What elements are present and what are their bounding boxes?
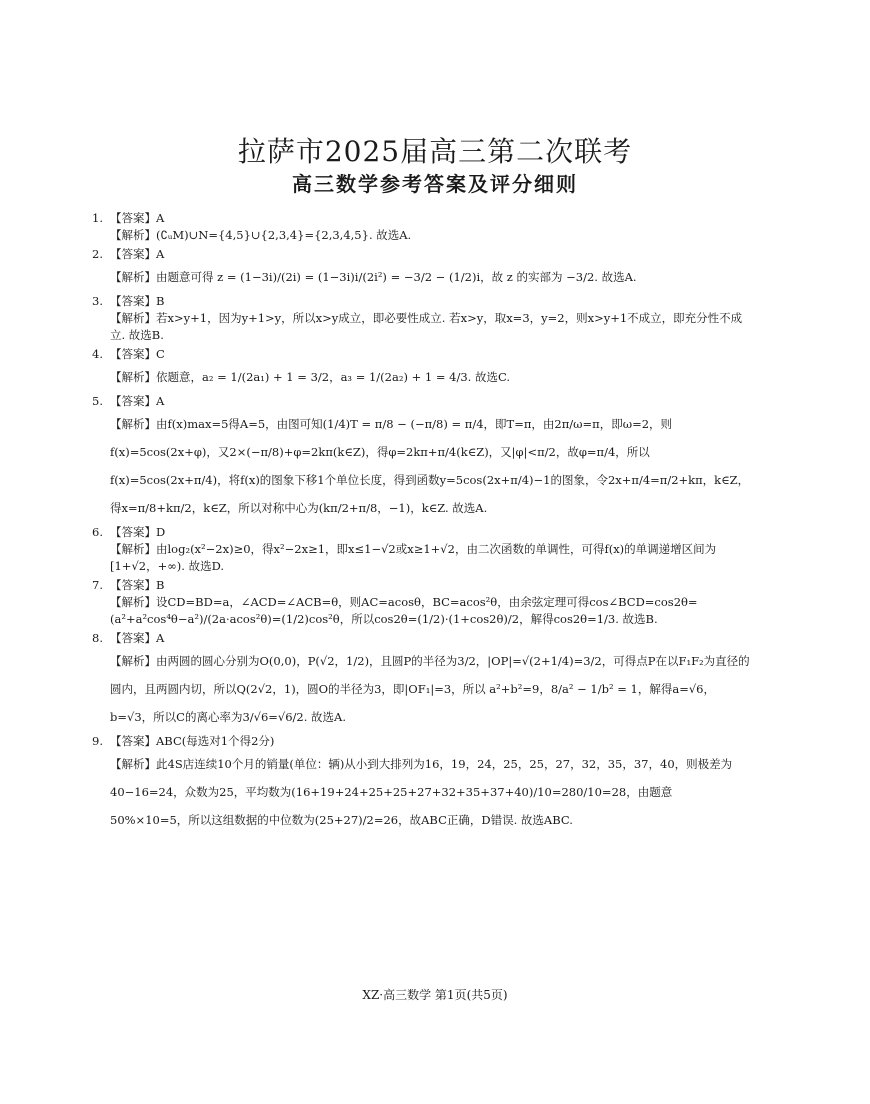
- question-analysis: 【解析】由两圆的圆心分别为O(0,0)，P(√2，1/2)，且圆P的半径为3/2，|OP|=√(2+1/4)=3/2，可得点P在以F₁F₂为直径的圆内，且两圆内切，所以Q(2√2，1)，圆O的半径为3，即|OF₁|=3，所以 a²+b²=9，8/a² − 1/b² = 1，解得a=√6，b=√3，所以C的离心率为3/√6=√6/2. 故选A.: [110, 654, 750, 724]
- question-number: 5.: [92, 394, 103, 408]
- question-answer: 【答案】B: [110, 578, 165, 592]
- question-number: 6.: [92, 525, 103, 539]
- answer-list: [92, 210, 750, 836]
- page-title: 拉萨市2025届高三第二次联考: [237, 135, 633, 168]
- question-analysis: 【解析】由题意可得 z = (1−3i)/(2i) = (1−3i)i/(2i²) = −3/2 − (1/2)i，故 z 的实部为 −3/2. 故选A.: [110, 270, 637, 284]
- question-number: 1.: [92, 211, 103, 225]
- page-subtitle: 高三数学参考答案及评分细则: [292, 172, 578, 196]
- question-item: [92, 524, 750, 575]
- question-answer: 【答案】ABC(每选对1个得2分): [110, 734, 275, 748]
- question-answer: 【答案】C: [110, 347, 165, 361]
- question-analysis: 【解析】由f(x)max=5得A=5，由图可知(1/4)T = π/8 − (−π/8) = π/4，即T=π，由2π/ω=π，即ω=2，则f(x)=5cos(2x+φ)，又2×(−π/8)+φ=2kπ(k∈Z)，得φ=2kπ+π/4(k∈Z)，又|φ|<π/2，故φ=π/4，所以f(x)=5cos(2x+π/4)，将f(x)的图象下移1个单位长度，得到函数y=5cos(2x+π/4)−1的图象，令2x+π/4=π/2+kπ，k∈Z，得x=π/8+kπ/2，k∈Z，所以对称中心为(kπ/2+π/8，−1)，k∈Z. 故选A.: [110, 417, 750, 515]
- question-item: [92, 246, 750, 291]
- question-analysis: 【解析】设CD=BD=a，∠ACD=∠ACB=θ，则AC=acosθ，BC=acos²θ，由余弦定理可得cos∠BCD=cos2θ=(a²+a²cos⁴θ−a²)/(2a·acos²θ)=(1/2)cos²θ，所以cos2θ=(1/2)·(1+cos2θ)/2，解得cos2θ=1/3. 故选B.: [110, 595, 698, 626]
- question-item: [92, 733, 750, 834]
- question-item: [92, 630, 750, 731]
- question-number: 2.: [92, 247, 103, 261]
- question-item: [92, 577, 750, 628]
- question-item: [92, 393, 750, 522]
- question-answer: 【答案】A: [110, 211, 165, 225]
- question-analysis: 【解析】由log₂(x²−2x)≥0，得x²−2x≥1，即x≤1−√2或x≥1+√2，由二次函数的单调性，可得f(x)的单调递增区间为[1+√2，+∞). 故选D.: [110, 542, 717, 573]
- page-footer: XZ·高三数学 第1页(共5页): [362, 988, 508, 1002]
- question-number: 9.: [92, 734, 103, 748]
- question-answer: 【答案】D: [110, 525, 166, 539]
- question-answer: 【答案】A: [110, 247, 165, 261]
- question-analysis: 【解析】若x>y+1，因为y+1>y，所以x>y成立，即必要性成立. 若x>y，取x=3，y=2，则x>y+1不成立，即充分性不成立. 故选B.: [110, 311, 743, 342]
- question-analysis: 【解析】(∁ᵤM)∪N={4,5}∪{2,3,4}={2,3,4,5}. 故选A.: [110, 228, 412, 242]
- question-item: [92, 210, 750, 244]
- question-answer: 【答案】A: [110, 394, 165, 408]
- question-answer: 【答案】B: [110, 294, 165, 308]
- question-item: [92, 346, 750, 391]
- question-number: 3.: [92, 294, 103, 308]
- question-item: [92, 293, 750, 344]
- question-number: 8.: [92, 631, 103, 645]
- question-number: 7.: [92, 578, 103, 592]
- question-analysis: 【解析】此4S店连续10个月的销量(单位：辆)从小到大排列为16，19，24，25，25，27，32，35，37，40，则极差为40−16=24，众数为25，平均数为(16+19+24+25+25+27+32+35+37+40)/10=280/10=28，由题意50%×10=5，所以这组数据的中位数为(25+27)/2=26，故ABC正确，D错误. 故选ABC.: [110, 757, 733, 827]
- question-analysis: 【解析】依题意，a₂ = 1/(2a₁) + 1 = 3/2，a₃ = 1/(2a₂) + 1 = 4/3. 故选C.: [110, 370, 511, 384]
- question-answer: 【答案】A: [110, 631, 165, 645]
- question-number: 4.: [92, 347, 103, 361]
